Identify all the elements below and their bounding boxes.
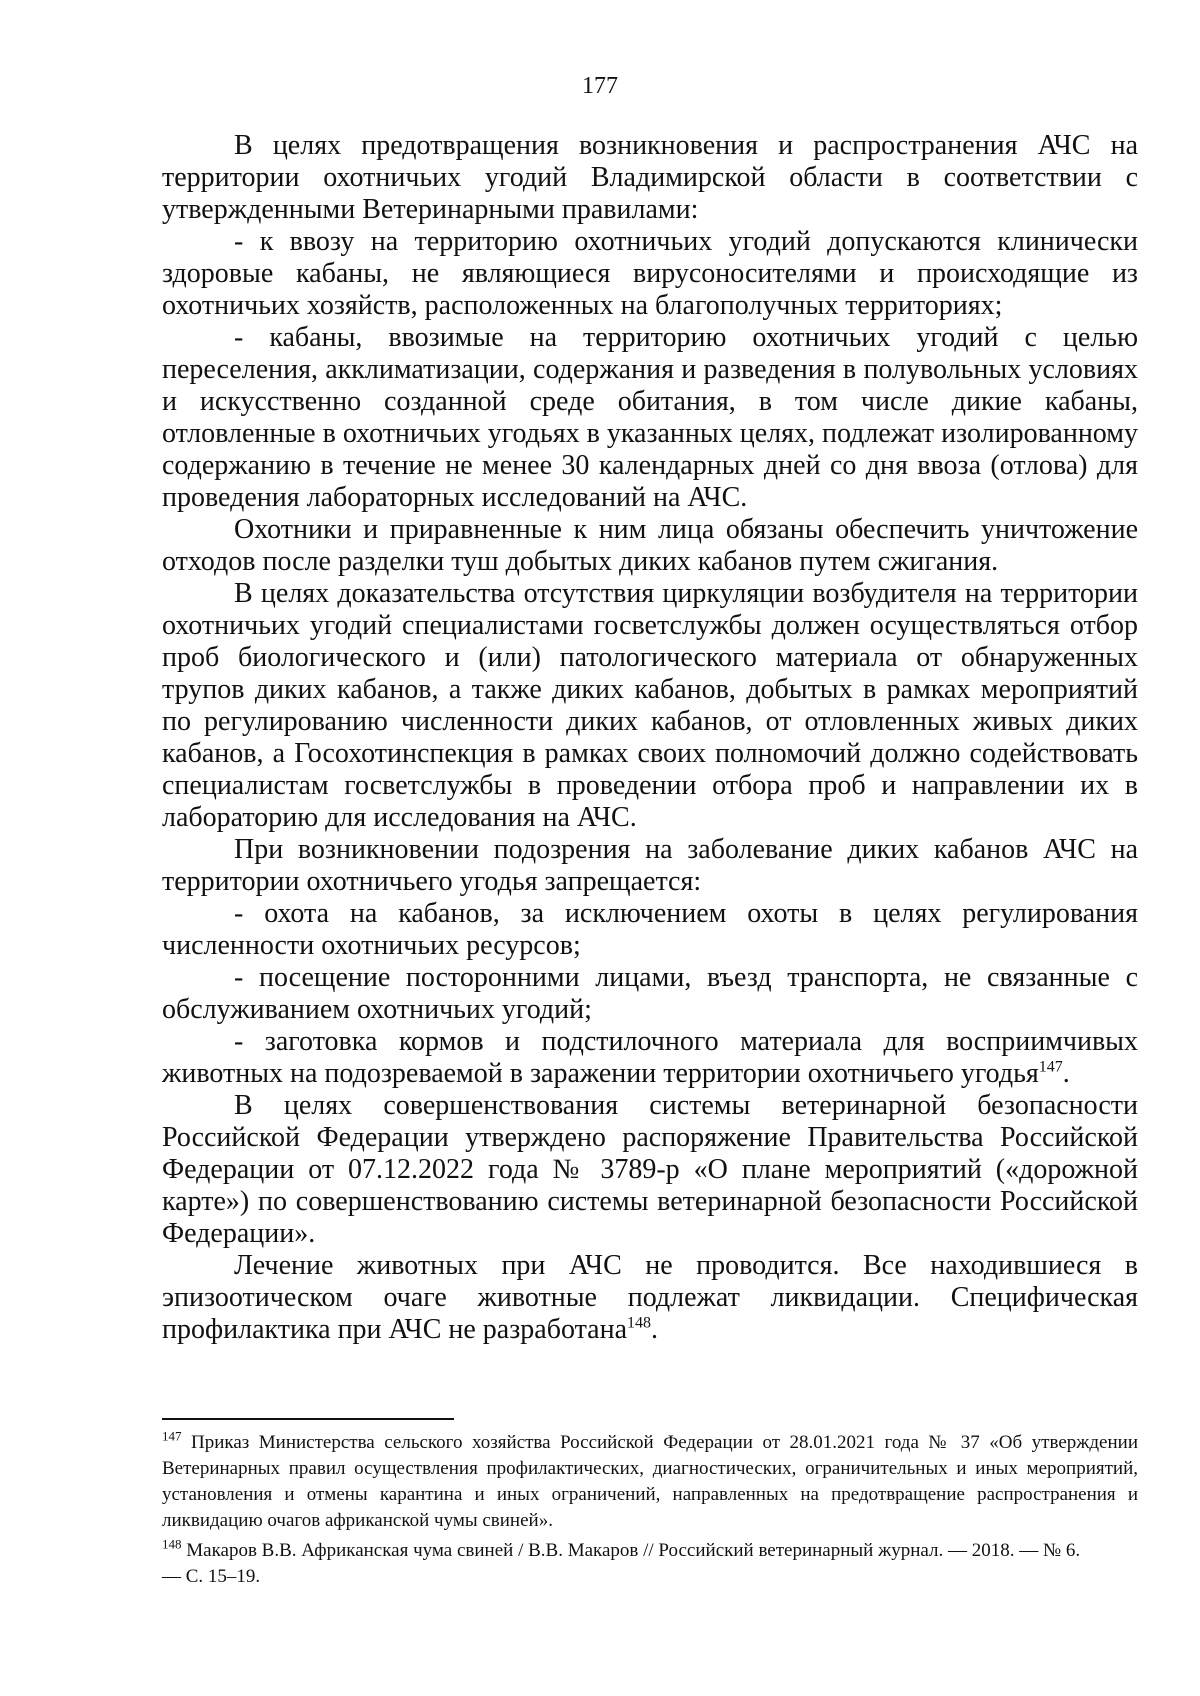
page-number: 177 — [582, 73, 618, 99]
footnote-147-text: Приказ Министерства сельского хозяйства Российской Федерации от 28.01.2021 года № 37 «Об утверждении Ветеринарных правил осуществления профилактических, диагностических, ограничительных и иных мероприятий, установления и отмены карантина и иных ограничений, направленных на предотвращение распространения и ликвидацию очагов африканской чумы свиней». — [162, 1432, 1138, 1531]
footnote-ref-148: 148 — [627, 1314, 652, 1332]
paragraph-treatment-text: Лечение животных при АЧС не проводится. Все находившиеся в эпизоотическом очаге животные подлежат ликвидации. Специфическая профилактика при АЧС не разработана — [162, 1250, 1138, 1345]
footnote-148-marker: 148 — [162, 1536, 182, 1552]
main-text — [162, 130, 1138, 1346]
paragraph-roadmap: В целях совершенствования системы ветеринарной безопасности Российской Федерации утверждено распоряжение Правительства Российской Федерации от 07.12.2022 года № 3789-р «О плане мероприятий («дорожной карте») по совершенствованию системы ветеринарной безопасности Российской Федерации». — [162, 1090, 1138, 1249]
paragraph-feed-ban-tail: . — [1062, 1058, 1070, 1089]
footnote-147 — [162, 1430, 1138, 1534]
paragraph-feed-ban-text: - заготовка кормов и подстилочного материала для восприимчивых животных на подозреваемой в заражении территории охотничьего угодья — [162, 1026, 1138, 1089]
footnotes — [162, 1430, 1138, 1594]
paragraph-feed-ban — [162, 1026, 1138, 1090]
footnote-separator — [162, 1418, 454, 1420]
paragraph-sampling: В целях доказательства отсутствия циркуляции возбудителя на территории охотничьих угодий специалистами госветслужбы должен осуществляться отбор проб биологического и (или) патологического материала от обнаруженных трупов диких кабанов, а также диких кабанов, добытых в рамках мероприятий по регулированию численности диких кабанов, от отловленных живых диких кабанов, а Госохотинспекция в рамках своих полномочий должно содействовать специалистам госветслужбы в проведении отбора проб и направлении их в лабораторию для исследования на АЧС. — [162, 578, 1138, 833]
paragraph-treatment-tail: . — [651, 1314, 659, 1345]
paragraph-hunting-ban: - охота на кабанов, за исключением охоты в целях регулирования численности охотничьих ресурсов; — [162, 898, 1138, 961]
paragraph-import-rule: - к ввозу на территорию охотничьих угодий допускаются клинически здоровые кабаны, не являющиеся вирусоносителями и происходящие из охотничьих хозяйств, расположенных на благополучных территориях; — [162, 226, 1138, 321]
footnote-ref-147: 147 — [1038, 1058, 1063, 1076]
footnote-148-pages: — С. 15–19. — [162, 1566, 261, 1587]
paragraph-visit-ban: - посещение посторонними лицами, въезд транспорта, не связанные с обслуживанием охотничьих угодий; — [162, 962, 1138, 1025]
paragraph-quarantine-rule: - кабаны, ввозимые на территорию охотничьих угодий с целью переселения, акклиматизации, содержания и разведения в полувольных условиях и искусственно созданной среде обитания, в том числе дикие кабаны, отловленные в охотничьих угодьях в указанных целях, подлежат изолированному содержанию в течение не менее 30 календарных дней со дня ввоза (отлова) для проведения лабораторных исследований на АЧС. — [162, 322, 1138, 513]
footnote-147-marker: 147 — [162, 1428, 182, 1444]
footnote-148 — [162, 1538, 1138, 1590]
paragraph-prohibitions-intro: При возникновении подозрения на заболевание диких кабанов АЧС на территории охотничьего угодья запрещается: — [162, 834, 1138, 897]
paragraph-intro: В целях предотвращения возникновения и распространения АЧС на территории охотничьих угодий Владимирской области в соответствии с утвержденными Ветеринарными правилами: — [162, 130, 1138, 225]
footnote-148-text: Макаров В.В. Африканская чума свиней / В.В. Макаров // Российский ветеринарный журнал. — 2018. — № 6. — [181, 1540, 1081, 1561]
paragraph-hunters-duty: Охотники и приравненные к ним лица обязаны обеспечить уничтожение отходов после разделки туш добытых диких кабанов путем сжигания. — [162, 514, 1138, 577]
paragraph-treatment — [162, 1250, 1138, 1346]
